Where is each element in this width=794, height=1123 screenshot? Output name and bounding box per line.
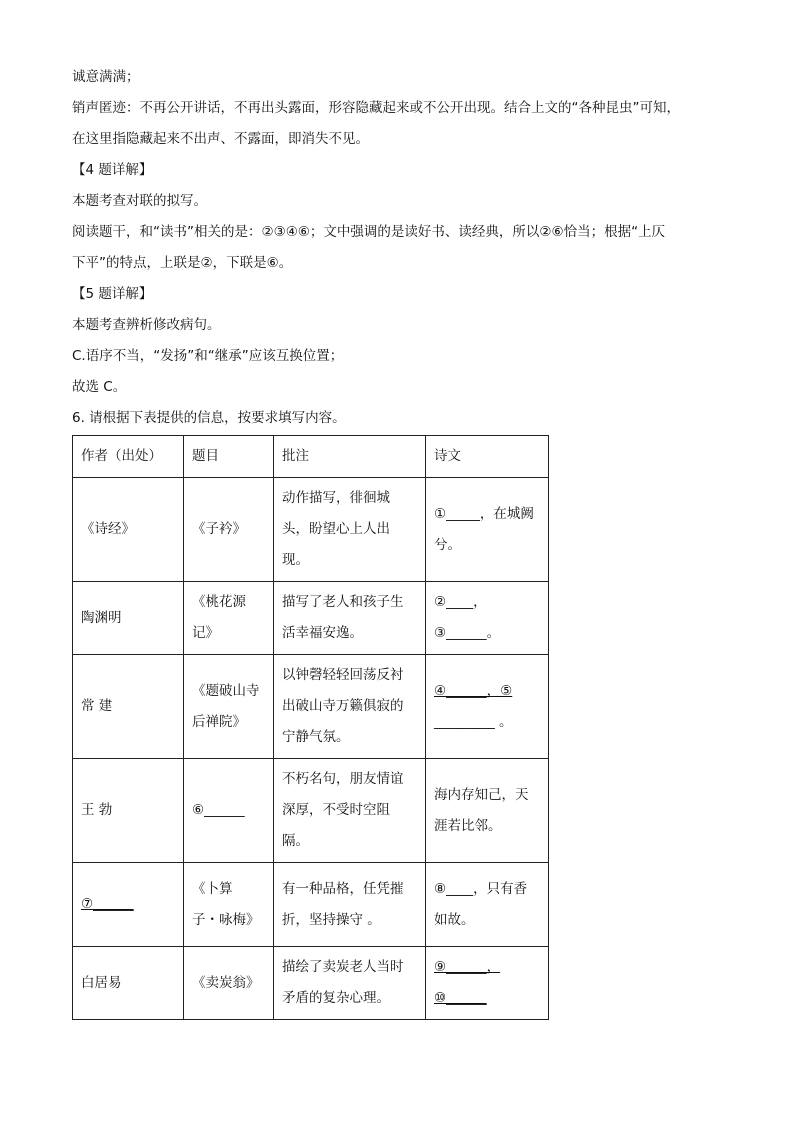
note-line: 不朽名句，朋友情谊 [282,771,404,787]
table-row [73,863,549,947]
note-line: 折，坚持操守 。 [282,911,381,928]
poem-cell [426,759,549,863]
paragraph-line: 销声匿迹：不再公开讲话，不再出头露面，形容隐藏起来或不公开出现。结合上文的“各种昆虫”可知， [72,100,680,116]
title-line: 《卜算 [192,880,233,897]
poem-line: ②____， [434,594,487,610]
title-line: 记》 [192,625,219,641]
poem-line: _________ 。 [434,713,513,730]
title-cell: 《卖炭翁》 [184,947,274,1020]
title-cell: 《子衿》 [184,478,274,582]
title-cell [184,582,274,655]
note-line: 出破山寺万籁俱寂的 [282,698,404,714]
note-line: 现。 [282,552,309,568]
author-cell: 《诗经》 [73,478,184,582]
note-line: 深厚，不受时空阻 [282,802,390,818]
author-cell: ⑦______ [73,863,184,947]
table-row [73,759,549,863]
note-cell [274,759,426,863]
title-cell [184,655,274,759]
poem-line: ⑨______， [434,959,501,975]
poem-cell [426,655,549,759]
note-line: 描绘了卖炭老人当时 [282,959,404,975]
poem-line: ③______。 [434,625,501,641]
poem-line: ⑧____，只有香 [434,880,528,897]
poem-line: ①_____，在城阙 [434,505,534,522]
poem-line: 兮。 [434,536,461,553]
note-line: 描写了老人和孩子生 [282,594,404,610]
poem-line: 涯若比邻。 [434,817,502,834]
title-cell [184,863,274,947]
section-heading: 【5 题详解】 [72,286,153,302]
section-heading: 【4 题详解】 [72,162,153,178]
question-prompt: 6. 请根据下表提供的信息，按要求填写内容。 [72,410,346,426]
note-line: 头，盼望心上人出 [282,521,390,537]
poem-cell [426,478,549,582]
note-cell [274,582,426,655]
note-line: 活幸福安逸。 [282,625,363,641]
note-line: 矛盾的复杂心理。 [282,990,390,1006]
title-line: 子・咏梅》 [192,911,260,928]
paragraph-line: C.语序不当，“发扬”和“继承”应该互换位置； [72,348,344,364]
table-row [73,947,549,1020]
poem-line: ⑩______ [434,990,487,1006]
header-cell-title: 题目 [184,436,274,478]
paragraph-line: 诚意满满； [72,69,140,85]
poem-line: 如故。 [434,911,475,928]
title-line: 后禅院》 [192,713,246,730]
note-cell [274,655,426,759]
author-cell: 王 勃 [73,759,184,863]
table-row [73,478,549,582]
title-line: 《桃花源 [192,594,246,610]
table-row [73,582,549,655]
poem-line: 海内存知己，天 [434,786,529,803]
note-line: 有一种品格，任凭摧 [282,880,404,897]
poem-table [72,435,549,1020]
poem-cell [426,863,549,947]
note-cell [274,863,426,947]
note-cell [274,947,426,1020]
header-cell-note: 批注 [274,436,426,478]
header-cell-author: 作者（出处） [73,436,184,478]
title-cell: ⑥______ [184,759,274,863]
author-cell: 陶渊明 [73,582,184,655]
poem-cell [426,947,549,1020]
paragraph-line: 本题考查对联的拟写。 [72,193,207,209]
author-cell: 常 建 [73,655,184,759]
paragraph-line: 阅读题干，和“读书”相关的是：②③④⑥；文中强调的是读好书、读经典，所以②⑥恰当；根据“上仄 [72,224,666,240]
author-cell: 白居易 [73,947,184,1020]
poem-line: ④______，⑤ [434,682,513,699]
title-line: 《题破山寺 [192,682,260,699]
note-line: 隔。 [282,833,309,849]
note-line: 动作描写，徘徊城 [282,490,390,506]
header-cell-poem: 诗文 [426,436,549,478]
paragraph-line: 故选 C。 [72,379,127,395]
note-line: 以钟磬轻轻回荡反衬 [282,667,404,683]
paragraph-line: 在这里指隐藏起来不出声、不露面，即消失不见。 [72,131,369,147]
note-line: 宁静气氛。 [282,729,350,745]
poem-cell [426,582,549,655]
table-header-row [73,436,549,478]
table-row [73,655,549,759]
paragraph-line: 本题考查辨析修改病句。 [72,317,221,333]
paragraph-line: 下平”的特点，上联是②，下联是⑥。 [72,255,293,271]
note-cell [274,478,426,582]
